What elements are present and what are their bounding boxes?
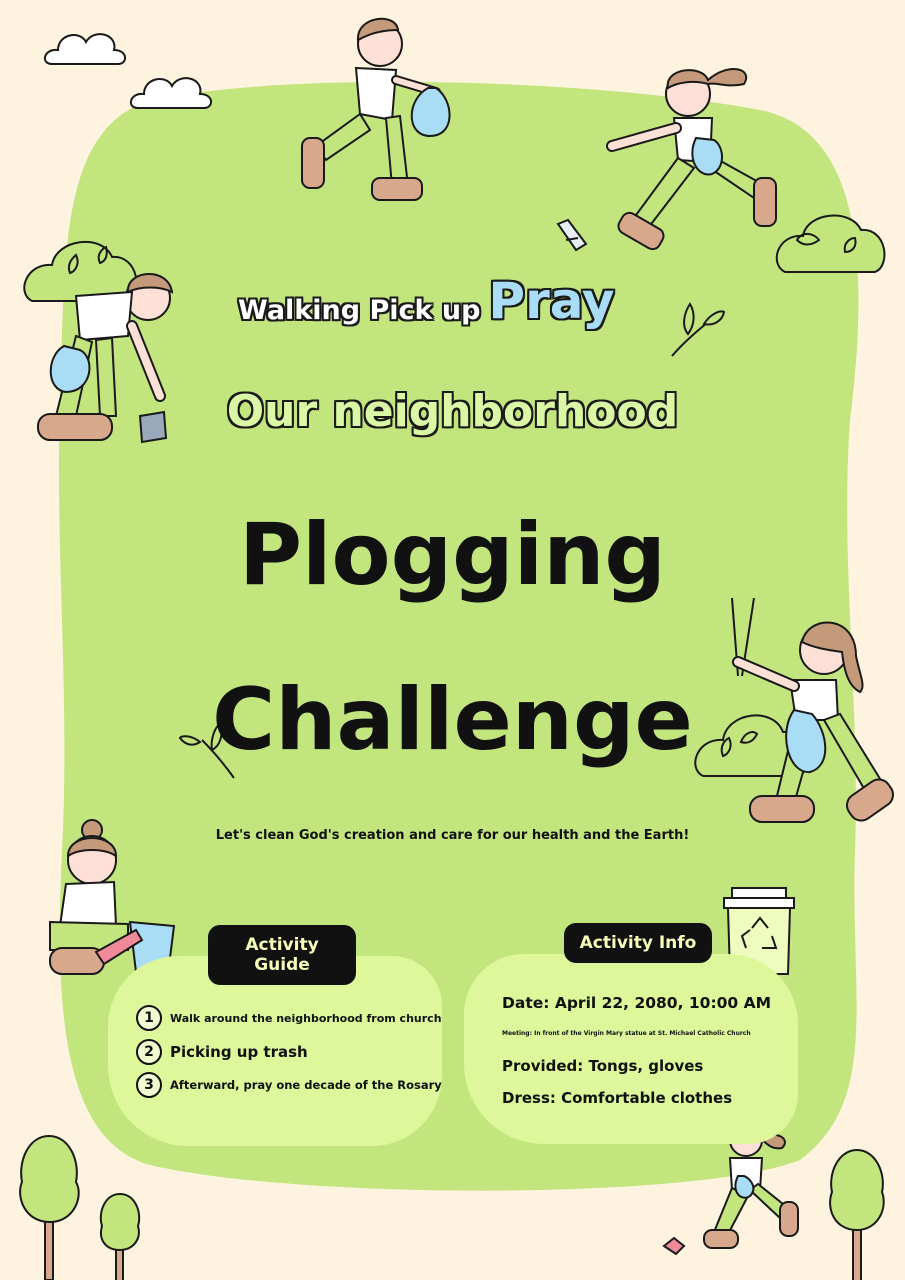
step-text: Afterward, pray one decade of the Rosary: [170, 1078, 442, 1092]
trash-bag-icon: [412, 88, 450, 136]
can-icon: [662, 1234, 688, 1256]
title-plogging: Plogging: [239, 505, 666, 605]
person-running-with-bag: [296, 10, 456, 205]
tagline-pray: Pray: [488, 272, 615, 330]
bottle-icon: [554, 218, 590, 252]
step-number: 2: [136, 1039, 162, 1065]
tree-icon: [14, 1132, 84, 1280]
step-number: 3: [136, 1072, 162, 1098]
activity-guide-label: Activity Guide: [208, 925, 356, 985]
title-challenge: Challenge: [212, 670, 693, 770]
cloud-icon: [130, 70, 214, 112]
info-date: Date: April 22, 2080, 10:00 AM: [502, 994, 772, 1012]
info-meeting: Meeting: In front of the Virgin Mary statue at St. Michael Catholic Church: [502, 1030, 751, 1037]
slogan: Let's clean God's creation and care for our health and the Earth!: [215, 828, 690, 843]
guide-step: [136, 1039, 308, 1065]
info-dress: Dress: Comfortable clothes: [502, 1089, 733, 1107]
step-text: Picking up trash: [170, 1043, 308, 1061]
info-provided: Provided: Tongs, gloves: [502, 1057, 704, 1075]
guide-step: [136, 1072, 442, 1098]
person-running-with-bottle: [598, 58, 783, 256]
bush-icon: [775, 208, 887, 276]
step-number: 1: [136, 1005, 162, 1031]
activity-info-panel: [464, 954, 798, 1144]
guide-step: [136, 1005, 442, 1031]
cloud-icon: [44, 24, 128, 68]
tagline-row: [238, 272, 628, 330]
step-text: Walk around the neighborhood from church: [170, 1011, 442, 1025]
activity-info-label: Activity Info: [564, 923, 712, 963]
tree-icon: [824, 1146, 890, 1280]
tagline-walking-pick-up: Walking Pick up: [238, 295, 481, 326]
subtitle-our-neighborhood: Our neighborhood: [226, 386, 679, 437]
tree-icon: [96, 1192, 144, 1280]
sprout-icon: [668, 300, 724, 360]
